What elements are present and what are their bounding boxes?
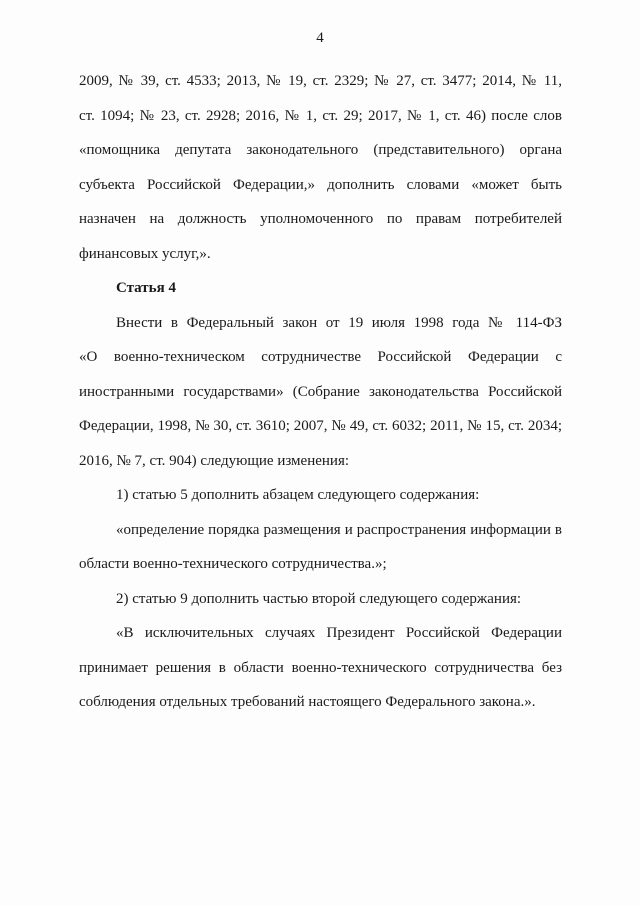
text-line: принимает решения в области военно-технического сотрудничества без [79,659,562,676]
text-line: 1) статью 5 дополнить абзацем следующего содержания: [116,487,480,503]
text-line: ст. 1094; № 23, ст. 2928; 2016, № 1, ст. 29; 2017, № 1, ст. 46) после слов [79,107,562,124]
text-line: «О военно-техническом сотрудничестве Российской Федерации с [79,349,562,365]
article-heading: Статья 4 [116,280,176,296]
page-number: 4 [316,30,324,46]
text-line: иностранными государствами» (Собрание законодательства Российской [79,383,562,400]
text-line: финансовых услуг,». [79,245,211,262]
text-line: 2009, № 39, ст. 4533; 2013, № 19, ст. 2329; № 27, ст. 3477; 2014, № 11, [79,73,562,89]
text-line: Федерации, 1998, № 30, ст. 3610; 2007, № 49, ст. 6032; 2011, № 15, ст. 2034; [79,418,562,434]
text-line: области военно-технического сотрудничества.»; [79,556,387,572]
text-line: «помощника депутата законодательного (представительного) органа [79,142,562,158]
document-body [79,64,562,720]
text-line: «определение порядка размещения и распространения информации в [116,521,562,538]
text-line: соблюдения отдельных требований настоящего Федерального закона.». [79,694,536,710]
text-line: 2) статью 9 дополнить частью второй следующего содержания: [116,590,522,607]
text-line: 2016, № 7, ст. 904) следующие изменения: [79,452,350,469]
text-line: «В исключительных случаях Президент Российской Федерации [116,625,562,641]
text-line: назначен на должность уполномоченного по правам потребителей [79,211,562,227]
text-line: Внести в Федеральный закон от 19 июля 1998 года № 114-ФЗ [116,314,562,331]
text-line: субъекта Российской Федерации,» дополнить словами «может быть [79,176,562,193]
